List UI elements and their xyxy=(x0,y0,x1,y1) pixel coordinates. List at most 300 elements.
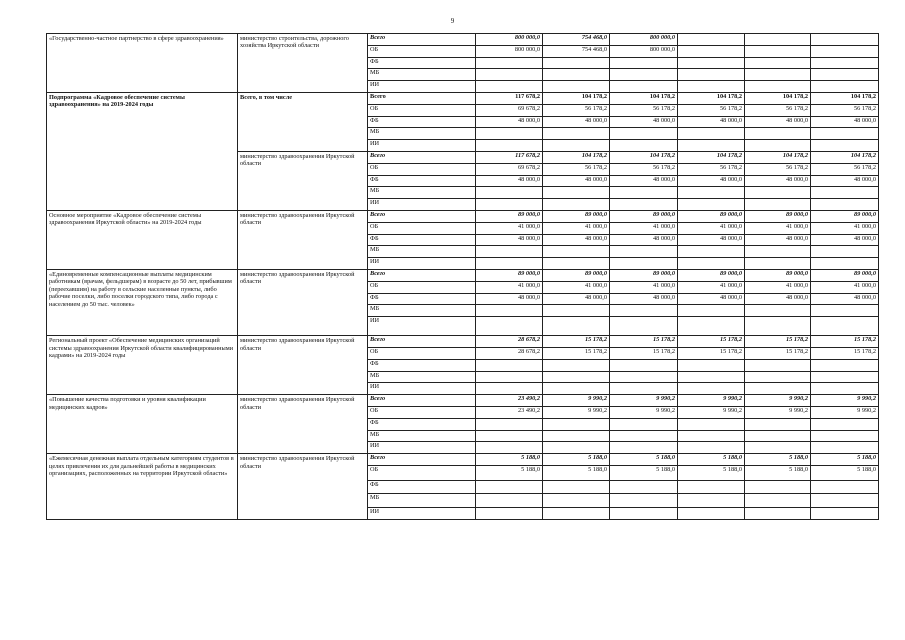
amount-cell xyxy=(678,430,745,442)
funding-source: ОБ xyxy=(368,222,476,234)
amount-cell: 41 000,0 xyxy=(476,222,543,234)
amount-cell xyxy=(543,359,610,371)
funding-source: Всего xyxy=(368,269,476,281)
amount-cell: 41 000,0 xyxy=(678,222,745,234)
amount-cell xyxy=(745,494,811,508)
amount-cell xyxy=(476,442,543,454)
amount-cell: 89 000,0 xyxy=(543,269,610,281)
executor-name: Всего, в том числе xyxy=(238,92,368,151)
amount-cell: 48 000,0 xyxy=(745,234,811,246)
amount-cell xyxy=(543,187,610,199)
amount-cell xyxy=(678,480,745,494)
amount-cell xyxy=(543,57,610,69)
amount-cell: 48 000,0 xyxy=(610,234,678,246)
amount-cell: 5 188,0 xyxy=(610,454,678,466)
amount-cell: 9 990,2 xyxy=(811,395,879,407)
amount-cell: 48 000,0 xyxy=(811,293,879,305)
amount-cell: 800 000,0 xyxy=(610,45,678,57)
amount-cell: 15 178,2 xyxy=(610,336,678,348)
amount-cell xyxy=(610,305,678,317)
amount-cell xyxy=(476,494,543,508)
amount-cell: 104 178,2 xyxy=(811,151,879,163)
funding-source: ФБ xyxy=(368,359,476,371)
executor-name: министерство здравоохранения Иркутской области xyxy=(238,269,368,335)
amount-cell xyxy=(476,128,543,140)
amount-cell: 41 000,0 xyxy=(811,281,879,293)
amount-cell: 5 188,0 xyxy=(811,465,879,480)
amount-cell: 89 000,0 xyxy=(610,210,678,222)
amount-cell xyxy=(476,69,543,81)
amount-cell xyxy=(811,430,879,442)
amount-cell xyxy=(543,383,610,395)
amount-cell xyxy=(811,199,879,211)
amount-cell: 48 000,0 xyxy=(745,175,811,187)
amount-cell xyxy=(678,305,745,317)
funding-source: Всего xyxy=(368,395,476,407)
amount-cell: 48 000,0 xyxy=(745,293,811,305)
amount-cell: 56 178,2 xyxy=(610,104,678,116)
funding-source: ОБ xyxy=(368,347,476,359)
funding-source: МБ xyxy=(368,494,476,508)
funding-source: МБ xyxy=(368,430,476,442)
amount-cell xyxy=(678,69,745,81)
amount-cell xyxy=(610,494,678,508)
amount-cell: 41 000,0 xyxy=(610,281,678,293)
amount-cell xyxy=(811,305,879,317)
amount-cell: 48 000,0 xyxy=(476,234,543,246)
amount-cell xyxy=(678,187,745,199)
funding-source: МБ xyxy=(368,246,476,258)
amount-cell xyxy=(610,69,678,81)
amount-cell xyxy=(678,34,745,46)
amount-cell: 28 678,2 xyxy=(476,347,543,359)
amount-cell xyxy=(745,383,811,395)
amount-cell xyxy=(476,383,543,395)
funding-source: ИИ xyxy=(368,81,476,93)
funding-source: МБ xyxy=(368,128,476,140)
amount-cell xyxy=(543,128,610,140)
table-row xyxy=(47,92,879,104)
amount-cell: 104 178,2 xyxy=(678,151,745,163)
amount-cell xyxy=(476,418,543,430)
amount-cell: 104 178,2 xyxy=(811,92,879,104)
amount-cell: 89 000,0 xyxy=(543,210,610,222)
amount-cell xyxy=(476,140,543,152)
amount-cell xyxy=(745,305,811,317)
funding-source: ФБ xyxy=(368,116,476,128)
funding-source: МБ xyxy=(368,371,476,383)
amount-cell xyxy=(610,359,678,371)
amount-cell xyxy=(811,359,879,371)
amount-cell: 56 178,2 xyxy=(678,104,745,116)
amount-cell: 104 178,2 xyxy=(610,151,678,163)
funding-source: Всего xyxy=(368,210,476,222)
amount-cell: 15 178,2 xyxy=(811,336,879,348)
amount-cell: 5 188,0 xyxy=(678,465,745,480)
amount-cell: 56 178,2 xyxy=(745,163,811,175)
funding-source: ОБ xyxy=(368,45,476,57)
amount-cell xyxy=(476,258,543,270)
amount-cell xyxy=(543,69,610,81)
amount-cell xyxy=(543,442,610,454)
funding-source: ФБ xyxy=(368,293,476,305)
amount-cell: 15 178,2 xyxy=(745,347,811,359)
amount-cell: 48 000,0 xyxy=(811,234,879,246)
amount-cell: 41 000,0 xyxy=(745,222,811,234)
amount-cell: 5 188,0 xyxy=(543,465,610,480)
amount-cell xyxy=(678,128,745,140)
funding-source: ФБ xyxy=(368,175,476,187)
executor-name: министерство здравоохранения Иркутской области xyxy=(238,454,368,520)
amount-cell: 15 178,2 xyxy=(543,347,610,359)
amount-cell xyxy=(745,442,811,454)
funding-source: ИИ xyxy=(368,258,476,270)
amount-cell xyxy=(610,199,678,211)
funding-source: Всего xyxy=(368,34,476,46)
amount-cell: 41 000,0 xyxy=(543,222,610,234)
amount-cell: 56 178,2 xyxy=(745,104,811,116)
amount-cell xyxy=(543,199,610,211)
amount-cell xyxy=(543,371,610,383)
amount-cell xyxy=(745,371,811,383)
amount-cell: 48 000,0 xyxy=(678,116,745,128)
amount-cell: 9 990,2 xyxy=(745,406,811,418)
amount-cell: 800 000,0 xyxy=(476,34,543,46)
amount-cell xyxy=(543,507,610,519)
funding-source: ИИ xyxy=(368,317,476,336)
amount-cell xyxy=(543,258,610,270)
amount-cell xyxy=(610,317,678,336)
amount-cell xyxy=(543,305,610,317)
amount-cell xyxy=(476,187,543,199)
amount-cell: 800 000,0 xyxy=(476,45,543,57)
amount-cell xyxy=(811,442,879,454)
amount-cell: 41 000,0 xyxy=(476,281,543,293)
amount-cell xyxy=(678,246,745,258)
amount-cell: 9 990,2 xyxy=(811,406,879,418)
amount-cell xyxy=(811,128,879,140)
amount-cell xyxy=(610,57,678,69)
amount-cell xyxy=(610,480,678,494)
funding-source: ФБ xyxy=(368,418,476,430)
funding-source: ИИ xyxy=(368,507,476,519)
amount-cell: 754 468,0 xyxy=(543,45,610,57)
amount-cell xyxy=(476,305,543,317)
amount-cell xyxy=(543,430,610,442)
amount-cell: 41 000,0 xyxy=(811,222,879,234)
measure-name: «Повышение качества подготовки и уровня квалификации медицинских кадров» xyxy=(47,395,238,454)
amount-cell xyxy=(811,246,879,258)
amount-cell: 69 678,2 xyxy=(476,104,543,116)
amount-cell: 89 000,0 xyxy=(745,269,811,281)
amount-cell xyxy=(811,258,879,270)
amount-cell xyxy=(745,34,811,46)
amount-cell: 41 000,0 xyxy=(543,281,610,293)
funding-source: Всего xyxy=(368,92,476,104)
amount-cell xyxy=(476,246,543,258)
amount-cell xyxy=(678,258,745,270)
amount-cell: 48 000,0 xyxy=(678,234,745,246)
amount-cell xyxy=(745,418,811,430)
amount-cell xyxy=(745,69,811,81)
amount-cell xyxy=(678,317,745,336)
measure-name: «Ежемесячная денежная выплата отдельным категориям студентов в целях привлечения их для дальнейшей работы в медицинских организациях, расположенных на территории Иркутской области» xyxy=(47,454,238,520)
amount-cell xyxy=(476,199,543,211)
amount-cell xyxy=(745,480,811,494)
amount-cell: 48 000,0 xyxy=(476,116,543,128)
amount-cell: 41 000,0 xyxy=(745,281,811,293)
amount-cell xyxy=(678,371,745,383)
amount-cell: 9 990,2 xyxy=(678,395,745,407)
amount-cell xyxy=(811,57,879,69)
measure-name: Подпрограмма «Кадровое обеспечение системы здравоохранения» на 2019-2024 годы xyxy=(47,92,238,210)
executor-name: министерство здравоохранения Иркутской области xyxy=(238,210,368,269)
funding-source: ФБ xyxy=(368,57,476,69)
amount-cell xyxy=(678,494,745,508)
amount-cell xyxy=(543,140,610,152)
page-number: 9 xyxy=(450,17,455,25)
amount-cell: 89 000,0 xyxy=(678,210,745,222)
amount-cell xyxy=(811,494,879,508)
amount-cell: 5 188,0 xyxy=(476,454,543,466)
measure-name: «Единовременные компенсационные выплаты медицинским работникам (врачам, фельдшерам) в возрасте до 50 лет, прибывшим (переехавшим) на работу в сельские населенные пункты, либо рабочие поселки, либо поселки городского типа, либо города с населением до 50 тыс. человек» xyxy=(47,269,238,335)
amount-cell: 89 000,0 xyxy=(745,210,811,222)
executor-name: министерство строительства, дорожного хозяйства Иркутской области xyxy=(238,34,368,93)
amount-cell: 5 188,0 xyxy=(745,465,811,480)
amount-cell xyxy=(811,507,879,519)
amount-cell xyxy=(476,507,543,519)
amount-cell: 48 000,0 xyxy=(543,293,610,305)
table-row xyxy=(47,34,879,46)
amount-cell: 754 468,0 xyxy=(543,34,610,46)
amount-cell xyxy=(476,359,543,371)
amount-cell: 104 178,2 xyxy=(543,92,610,104)
funding-source: Всего xyxy=(368,454,476,466)
table-row xyxy=(47,210,879,222)
amount-cell: 48 000,0 xyxy=(678,293,745,305)
executor-name: министерство здравоохранения Иркутской области xyxy=(238,336,368,395)
amount-cell: 48 000,0 xyxy=(610,116,678,128)
amount-cell xyxy=(678,359,745,371)
amount-cell: 5 188,0 xyxy=(745,454,811,466)
table-row xyxy=(47,336,879,348)
amount-cell xyxy=(811,418,879,430)
measure-name: «Государственно-частное партнерство в сфере здравоохранения» xyxy=(47,34,238,93)
amount-cell: 56 178,2 xyxy=(811,104,879,116)
table-row xyxy=(47,395,879,407)
amount-cell: 15 178,2 xyxy=(678,336,745,348)
amount-cell: 104 178,2 xyxy=(610,92,678,104)
amount-cell xyxy=(811,383,879,395)
table-row xyxy=(47,269,879,281)
funding-source: Всего xyxy=(368,151,476,163)
amount-cell xyxy=(745,507,811,519)
amount-cell xyxy=(678,45,745,57)
amount-cell xyxy=(476,317,543,336)
amount-cell: 41 000,0 xyxy=(678,281,745,293)
amount-cell xyxy=(543,317,610,336)
funding-source: ОБ xyxy=(368,465,476,480)
amount-cell: 15 178,2 xyxy=(811,347,879,359)
amount-cell: 15 178,2 xyxy=(543,336,610,348)
amount-cell: 800 000,0 xyxy=(610,34,678,46)
amount-cell xyxy=(745,359,811,371)
amount-cell xyxy=(543,494,610,508)
amount-cell xyxy=(678,383,745,395)
amount-cell: 5 188,0 xyxy=(811,454,879,466)
amount-cell: 89 000,0 xyxy=(476,269,543,281)
funding-source: ИИ xyxy=(368,442,476,454)
amount-cell xyxy=(811,45,879,57)
amount-cell xyxy=(543,81,610,93)
amount-cell xyxy=(811,140,879,152)
amount-cell xyxy=(610,507,678,519)
amount-cell xyxy=(678,140,745,152)
amount-cell: 104 178,2 xyxy=(745,151,811,163)
amount-cell: 9 990,2 xyxy=(610,395,678,407)
amount-cell: 48 000,0 xyxy=(476,293,543,305)
amount-cell: 48 000,0 xyxy=(745,116,811,128)
amount-cell xyxy=(811,81,879,93)
funding-source: ИИ xyxy=(368,140,476,152)
funding-source: МБ xyxy=(368,305,476,317)
funding-source: ОБ xyxy=(368,406,476,418)
amount-cell: 28 678,2 xyxy=(476,336,543,348)
amount-cell xyxy=(610,383,678,395)
executor-name: министерство здравоохранения Иркутской области xyxy=(238,395,368,454)
amount-cell xyxy=(476,371,543,383)
amount-cell: 56 178,2 xyxy=(610,163,678,175)
amount-cell xyxy=(811,69,879,81)
amount-cell: 48 000,0 xyxy=(610,175,678,187)
amount-cell: 69 678,2 xyxy=(476,163,543,175)
amount-cell: 9 990,2 xyxy=(610,406,678,418)
amount-cell: 48 000,0 xyxy=(543,234,610,246)
amount-cell: 104 178,2 xyxy=(543,151,610,163)
funding-source: ИИ xyxy=(368,199,476,211)
amount-cell xyxy=(476,430,543,442)
amount-cell: 56 178,2 xyxy=(678,163,745,175)
amount-cell: 48 000,0 xyxy=(610,293,678,305)
amount-cell xyxy=(811,480,879,494)
amount-cell: 48 000,0 xyxy=(476,175,543,187)
amount-cell xyxy=(745,81,811,93)
measure-name: Региональный проект «Обеспечение медицинских организаций системы здравоохранения Иркутской области квалифицированными кадрами» на 2019-2024 годы xyxy=(47,336,238,395)
amount-cell: 117 678,2 xyxy=(476,92,543,104)
amount-cell: 15 178,2 xyxy=(678,347,745,359)
funding-source: ОБ xyxy=(368,281,476,293)
amount-cell xyxy=(811,371,879,383)
amount-cell: 15 178,2 xyxy=(610,347,678,359)
amount-cell xyxy=(745,199,811,211)
amount-cell: 89 000,0 xyxy=(476,210,543,222)
amount-cell xyxy=(610,187,678,199)
amount-cell xyxy=(745,128,811,140)
amount-cell: 9 990,2 xyxy=(745,395,811,407)
amount-cell xyxy=(745,317,811,336)
amount-cell xyxy=(678,418,745,430)
amount-cell xyxy=(610,246,678,258)
amount-cell: 104 178,2 xyxy=(678,92,745,104)
amount-cell: 104 178,2 xyxy=(745,92,811,104)
amount-cell xyxy=(610,140,678,152)
amount-cell: 9 990,2 xyxy=(543,395,610,407)
amount-cell xyxy=(610,418,678,430)
amount-cell: 48 000,0 xyxy=(811,175,879,187)
amount-cell xyxy=(745,57,811,69)
amount-cell: 15 178,2 xyxy=(745,336,811,348)
amount-cell xyxy=(745,430,811,442)
funding-source: МБ xyxy=(368,69,476,81)
amount-cell xyxy=(745,258,811,270)
amount-cell: 5 188,0 xyxy=(543,454,610,466)
budget-table xyxy=(46,33,879,520)
amount-cell: 23 490,2 xyxy=(476,395,543,407)
amount-cell xyxy=(543,480,610,494)
amount-cell xyxy=(811,187,879,199)
funding-source: МБ xyxy=(368,187,476,199)
amount-cell xyxy=(678,57,745,69)
amount-cell xyxy=(476,81,543,93)
executor-name: министерство здравоохранения Иркутской области xyxy=(238,151,368,210)
amount-cell xyxy=(745,140,811,152)
amount-cell xyxy=(745,246,811,258)
funding-source: ИИ xyxy=(368,383,476,395)
amount-cell xyxy=(543,418,610,430)
amount-cell: 89 000,0 xyxy=(610,269,678,281)
amount-cell xyxy=(610,258,678,270)
amount-cell xyxy=(745,187,811,199)
amount-cell xyxy=(811,317,879,336)
funding-source: Всего xyxy=(368,336,476,348)
amount-cell xyxy=(678,199,745,211)
amount-cell xyxy=(610,128,678,140)
amount-cell: 5 188,0 xyxy=(476,465,543,480)
funding-source: ФБ xyxy=(368,234,476,246)
funding-source: ОБ xyxy=(368,163,476,175)
amount-cell xyxy=(610,442,678,454)
amount-cell xyxy=(678,81,745,93)
amount-cell: 89 000,0 xyxy=(678,269,745,281)
amount-cell xyxy=(476,57,543,69)
amount-cell: 48 000,0 xyxy=(678,175,745,187)
amount-cell xyxy=(610,81,678,93)
amount-cell: 56 178,2 xyxy=(543,163,610,175)
amount-cell: 23 490,2 xyxy=(476,406,543,418)
table-row xyxy=(47,454,879,466)
amount-cell xyxy=(543,246,610,258)
amount-cell: 89 000,0 xyxy=(811,269,879,281)
amount-cell: 5 188,0 xyxy=(678,454,745,466)
funding-source: ОБ xyxy=(368,104,476,116)
amount-cell: 56 178,2 xyxy=(811,163,879,175)
amount-cell xyxy=(811,34,879,46)
amount-cell: 117 678,2 xyxy=(476,151,543,163)
funding-source: ФБ xyxy=(368,480,476,494)
amount-cell: 89 000,0 xyxy=(811,210,879,222)
measure-name: Основное мероприятие «Кадровое обеспечение системы здравоохранения Иркутской области» на 2019-2024 годы xyxy=(47,210,238,269)
amount-cell: 9 990,2 xyxy=(543,406,610,418)
amount-cell xyxy=(476,480,543,494)
amount-cell: 48 000,0 xyxy=(811,116,879,128)
amount-cell: 5 188,0 xyxy=(610,465,678,480)
amount-cell xyxy=(678,507,745,519)
amount-cell xyxy=(678,442,745,454)
amount-cell: 9 990,2 xyxy=(678,406,745,418)
amount-cell xyxy=(610,430,678,442)
amount-cell xyxy=(745,45,811,57)
amount-cell: 41 000,0 xyxy=(610,222,678,234)
